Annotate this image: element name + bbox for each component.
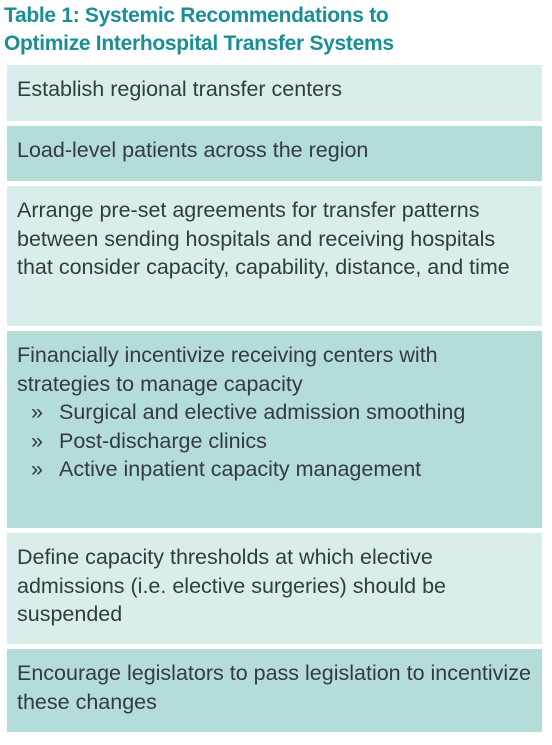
- recommendation-text: Financially incentivize receiving centers with strategies to manage capacity: [17, 343, 438, 396]
- table-title-line-2: Optimize Interhospital Transfer Systems: [4, 32, 394, 55]
- sub-item-text: Surgical and elective admission smoothing: [59, 400, 466, 424]
- table-row: [7, 186, 542, 326]
- bullet-glyph: »: [31, 400, 43, 424]
- recommendation-text: Arrange pre-set agreements for transfer patterns between sending hospitals and receiving hospitals that consider capacity, capability, distance, and time: [17, 198, 510, 279]
- table-row: [7, 126, 542, 181]
- table-title-line-1: Table 1: Systemic Recommendations to: [4, 4, 389, 27]
- bullet-glyph: »: [31, 457, 43, 481]
- sub-list-item: [17, 398, 532, 427]
- sub-item-text: Post-discharge clinics: [59, 428, 267, 453]
- recommendation-text: Encourage legislators to pass legislation to incentivize these changes: [17, 661, 531, 714]
- table-row: [7, 649, 542, 732]
- recommendations-table: [7, 65, 542, 737]
- bullet-glyph: »: [31, 428, 43, 453]
- table-row: [7, 331, 542, 528]
- table-row: [7, 65, 542, 121]
- recommendation-text: Define capacity thresholds at which elective admissions (i.e. elective surgeries) should be suspended: [17, 545, 447, 626]
- sub-list-item: [17, 427, 532, 456]
- sub-list-item: [17, 455, 532, 484]
- recommendation-text: Load-level patients across the region: [17, 138, 369, 162]
- recommendation-text: Establish regional transfer centers: [17, 77, 343, 101]
- table-row: [7, 533, 542, 644]
- table-title: [4, 2, 544, 58]
- sub-item-text: Active inpatient capacity management: [59, 457, 422, 481]
